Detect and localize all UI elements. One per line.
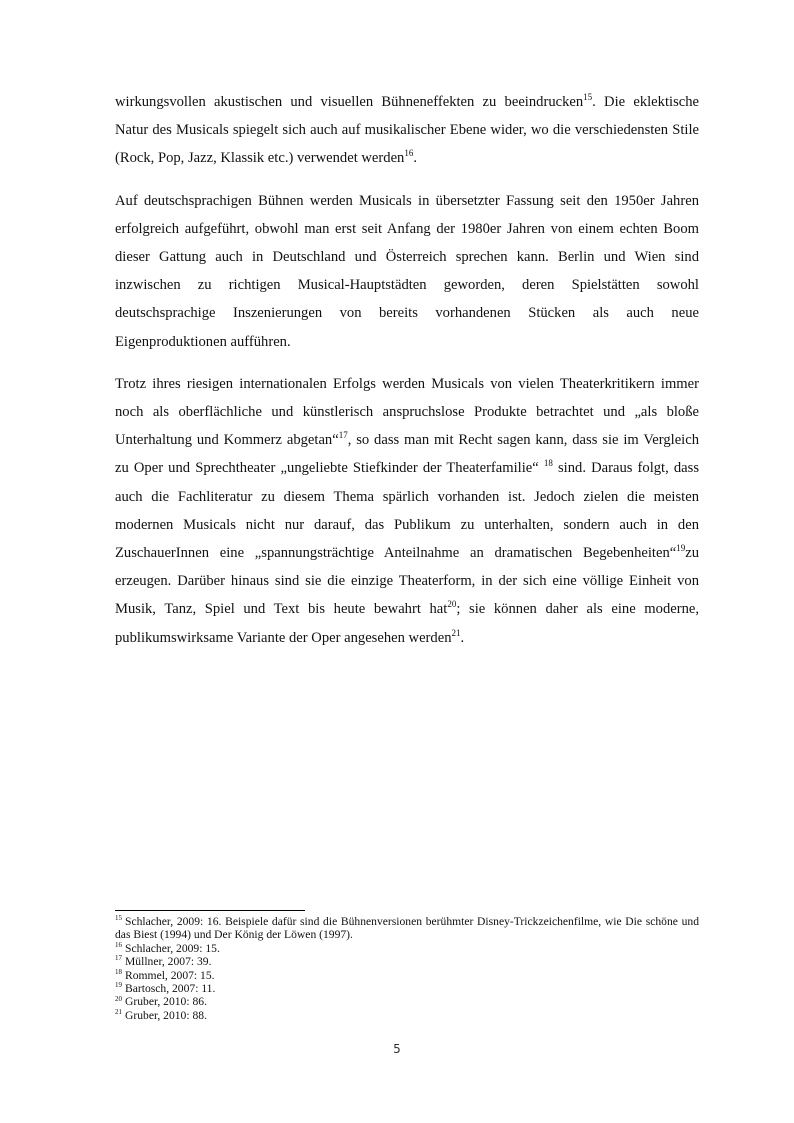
page-number: 5: [393, 1042, 401, 1056]
footnote-marker: 20: [447, 599, 457, 610]
paragraph: [115, 187, 699, 356]
footnote-text: Schlacher, 2009: 16. Beispiele dafür sind die Bühnenversionen berühmter Disney-Trickzeichenfilme, wie Die schöne und das Biest (1994) und Der König der Löwen (1997).: [115, 915, 699, 942]
paragraph-text: ; sie können daher als eine moderne, publikumswirksame Variante der Oper angesehen werden: [115, 601, 700, 646]
paragraph-text: zu erzeugen. Darüber hinaus sind sie die einzige Theaterform, in der sich eine völlige Einheit von Musik, Tanz, Spiel und Text bis heute bewahrt hat: [115, 545, 699, 618]
paragraph-text: sind. Daraus folgt, dass auch die Fachliteratur zu diesem Thema spärlich vorhanden ist. Jedoch zielen die meisten modernen Musicals nicht nur darauf, das Publikum zu unterhalten, sondern auch in den ZuschauerInnen eine „spannungsträchtige Anteilnahme an dramatischen Begebenheiten“: [115, 460, 700, 562]
footnote-separator: [115, 910, 305, 911]
footnote-marker: 16: [404, 148, 414, 159]
paragraph: [115, 370, 699, 652]
paragraph-text: .: [460, 629, 465, 646]
footnote: [115, 969, 699, 982]
paragraph-text: , so dass man mit Recht sagen kann, dass sie im Vergleich zu Oper und Sprechtheater „ungeliebte Stiefkinder der Theaterfamilie“: [115, 432, 699, 477]
paragraph-text: Trotz ihres riesigen internationalen Erfolgs werden Musicals von vielen Theaterkritikern immer noch als oberflächliche und künstlerisch anspruchslose Produkte betrachtet und „als bloße Unterhaltung und Kommerz abgetan“: [115, 375, 699, 449]
footnote-marker: 15: [583, 92, 593, 103]
body-text: [115, 88, 699, 666]
paragraph-text: Auf deutschsprachigen Bühnen werden Musicals in übersetzter Fassung seit den 1950er Jahren erfolgreich aufgeführt, obwohl man erst seit Anfang der 1980er Jahren von einem echten Boom dieser Gattung auch in Deutschland und Österreich sprechen kann. Berlin und Wien sind inzwischen zu richtigen Musical-Hauptstädten geworden, deren Spielstätten sowohl deutschsprachige Inszenierungen von bereits vorhandenen Stücken als auch neue Eigenproduktionen aufführen.: [115, 192, 699, 350]
footnote-marker: 21: [451, 627, 461, 638]
footnote-text: Gruber, 2010: 88.: [125, 1008, 207, 1022]
footnote-number: 21: [115, 1007, 122, 1016]
footnote: [115, 995, 699, 1008]
paragraph-text: .: [413, 150, 418, 167]
footnote: [115, 915, 699, 942]
paragraph-text: . Die eklektische Natur des Musicals spiegelt sich auch auf musikalischer Ebene wider, wo die verschiedensten Stile (Rock, Pop, Jazz, Klassik etc.) verwendet werden: [115, 94, 699, 167]
footnote-text: Bartosch, 2007: 11.: [125, 982, 216, 996]
footnote-text: Gruber, 2010: 86.: [125, 995, 207, 1009]
footnote-number: 18: [115, 967, 122, 976]
footnote: [115, 955, 699, 968]
footnote-marker: 17: [338, 430, 348, 441]
footnote-number: 20: [115, 994, 122, 1003]
footnote-marker: 19: [676, 543, 686, 554]
footnote-number: 19: [115, 981, 122, 990]
footnote-number: 17: [115, 954, 122, 963]
paragraph-text: wirkungsvollen akustischen und visuellen Bühneneffekten zu beeindrucken: [115, 94, 584, 110]
paragraph: [115, 88, 699, 173]
footnote-number: 15: [115, 914, 122, 923]
footnote: [115, 982, 699, 995]
footnote-text: Rommel, 2007: 15.: [125, 968, 215, 982]
footnote: [115, 1009, 699, 1022]
footnote-text: Müllner, 2007: 39.: [125, 955, 212, 969]
footnote-number: 16: [115, 940, 122, 949]
footnote: [115, 942, 699, 955]
footnote-marker: 18: [543, 458, 553, 469]
footnotes: [115, 915, 699, 1022]
footnote-text: Schlacher, 2009: 15.: [125, 941, 220, 955]
